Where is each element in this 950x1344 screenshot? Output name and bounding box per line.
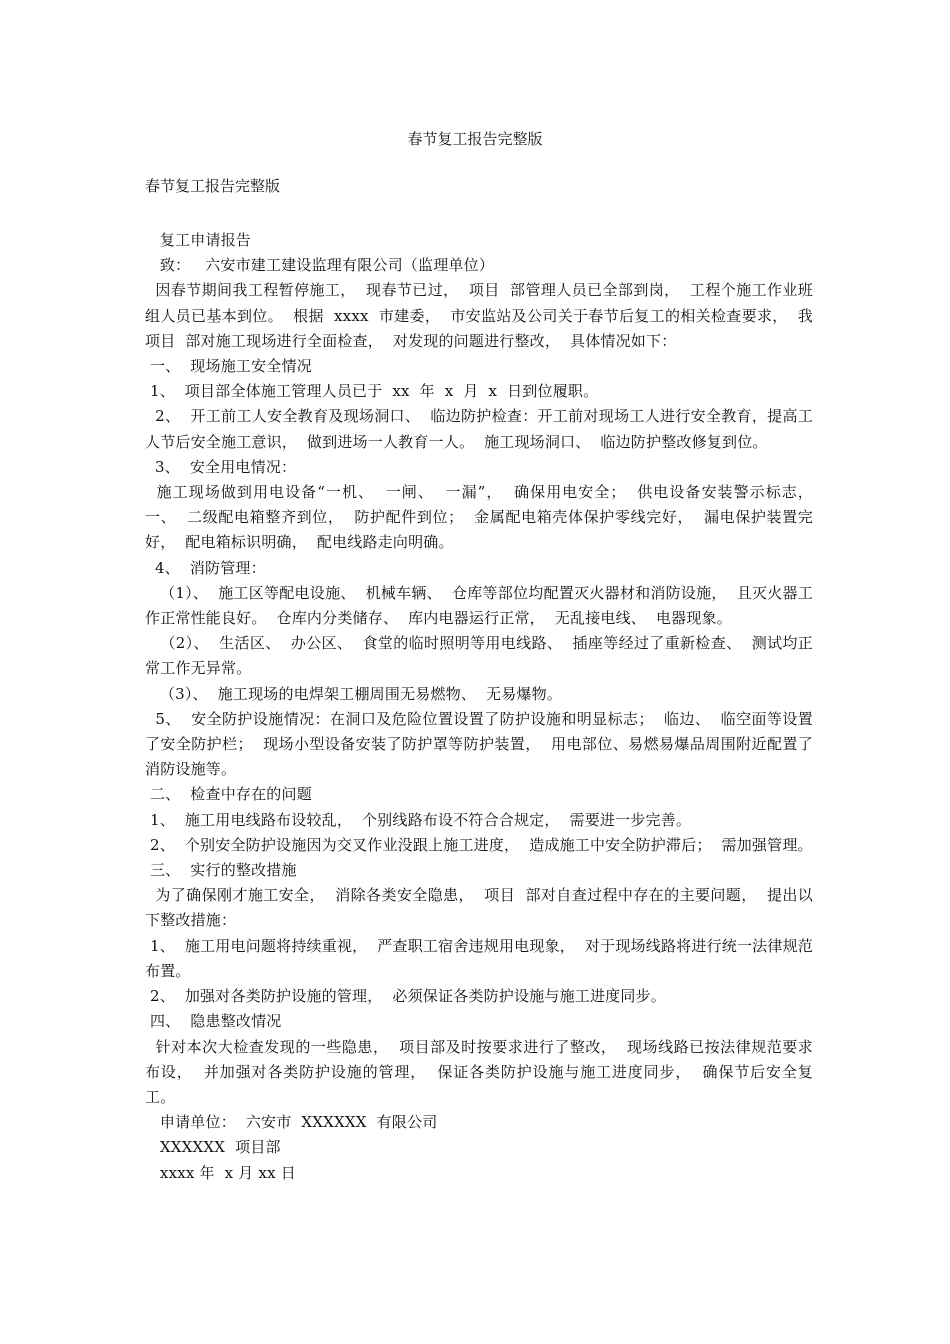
paragraph: （3）、 施工现场的电焊架工棚周围无易燃物、 无易爆物。 — [145, 684, 563, 703]
paragraph: 1、 项目部全体施工管理人员已于 xx 年 x 月 x 日到位履职。 — [145, 382, 599, 401]
paragraph: 3、 安全用电情况： — [145, 457, 297, 476]
signature-department: XXXXXX 项目部 — [145, 1138, 281, 1157]
paragraph: 施工现场做到用电设备“一机、 一闸、 一漏”， 确保用电安全； 供电设备安装警示标志， 一、 二级配电箱整齐到位， 防护配件到位； 金属配电箱壳体保护零线完好， 漏电保护装置完好， 配电箱标识明确， 配电线路走向明确。 — [145, 483, 823, 552]
paragraph: 因春节期间我工程暂停施工， 现春节已过， 项目 部管理人员已全部到岗， 工程个施工作业班组人员已基本到位。 根据 xxxx 市建委， 市安监站及公司关于春节后复工的相关检查要求， 我项目 部对施工现场进行全面检查， 对发现的问题进行整改， 具体情况如下： — [145, 281, 813, 350]
section-heading: 三、 实行的整改措施 — [145, 861, 297, 880]
paragraph: 致： 六安市建工建设监理有限公司（监理单位） — [145, 256, 495, 275]
paragraph: 为了确保刚才施工安全， 消除各类安全隐患， 项目 部对自查过程中存在的主要问题， 提出以下整改措施： — [145, 886, 813, 930]
paragraph: 针对本次大检查发现的一些隐患， 项目部及时按要求进行了整改， 现场线路已按法律规范要求布设， 并加强对各类防护设施的管理， 保证各类防护设施与施工进度同步， 确保节后安全复工。 — [145, 1037, 814, 1106]
paragraph: 2、 个别安全防护设施因为交叉作业没跟上施工进度， 造成施工中安全防护滞后； 需加强管理。 — [145, 835, 813, 854]
paragraph: 4、 消防管理： — [145, 558, 266, 577]
paragraph: （2）、 生活区、 办公区、 食堂的临时照明等用电线路、 插座等经过了重新检查、 测试均正常工作无异常。 — [145, 634, 813, 678]
document-body — [145, 228, 823, 1186]
signature-date: xxxx 年 x 月 xx 日 — [145, 1163, 296, 1182]
document-subtitle: 春节复工报告完整版 — [145, 177, 281, 195]
section-heading: 一、 现场施工安全情况 — [145, 357, 312, 376]
section-heading: 四、 隐患整改情况 — [145, 1012, 282, 1031]
paragraph: 1、 施工用电线路布设较乱， 个别线路布设不符合合规定， 需要进一步完善。 — [145, 810, 692, 829]
paragraph: 5、 安全防护设施情况：在洞口及危险位置设置了防护设施和明显标志； 临边、 临空面等设置了安全防护栏； 现场小型设备安装了防护罩等防护装置， 用电部位、易燃易爆品周围附近配置了消防设施等。 — [145, 709, 813, 779]
paragraph: 1、 施工用电问题将持续重视， 严查职工宿舍违规用电现象， 对于现场线路将进行统一法律规范布置。 — [145, 936, 814, 980]
document-title: 春节复工报告完整版 — [407, 130, 543, 148]
paragraph: 复工申请报告 — [145, 231, 252, 249]
section-heading: 二、 检查中存在的问题 — [145, 785, 312, 804]
paragraph: 2、 开工前工人安全教育及现场洞口、 临边防护检查：开工前对现场工人进行安全教育，提高工人节后安全施工意识， 做到进场一人教育一人。 施工现场洞口、 临边防护整改修复到位。 — [145, 407, 814, 451]
signature-unit: 申请单位： 六安市 XXXXXX 有限公司 — [145, 1113, 438, 1132]
paragraph: 2、 加强对各类防护设施的管理， 必须保证各类防护设施与施工进度同步。 — [145, 987, 666, 1006]
paragraph: （1）、 施工区等配电设施、 机械车辆、 仓库等部位均配置灭火器材和消防设施， 且灭火器工作正常性能良好。 仓库内分类储存、 库内电器运行正常， 无乱接电线、 电器现象。 — [145, 583, 813, 628]
